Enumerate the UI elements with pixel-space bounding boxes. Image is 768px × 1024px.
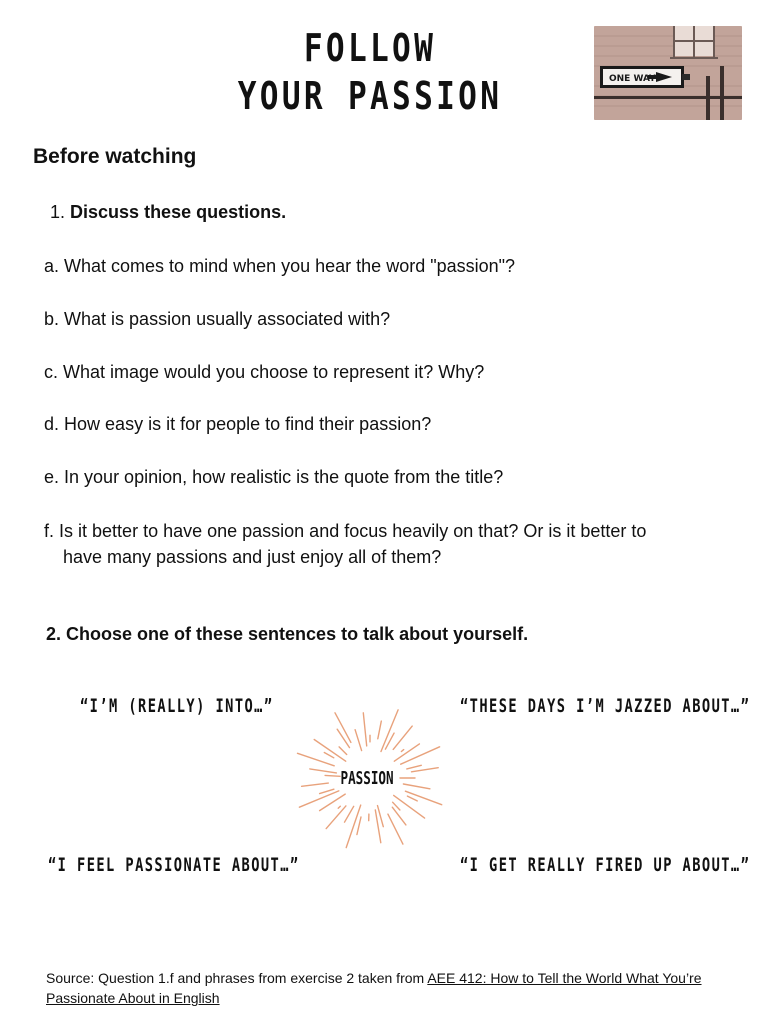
starburst-ray — [378, 721, 382, 739]
starburst-ray — [378, 806, 384, 827]
starburst-ray — [320, 789, 334, 793]
starburst-ray — [363, 713, 366, 746]
starburst-ray — [381, 710, 398, 752]
source-prefix: Source: Question 1.f and phrases from exercise 2 taken from — [46, 970, 428, 986]
starburst-ray — [401, 747, 440, 764]
question-a — [44, 253, 744, 279]
question-label: f. — [44, 521, 55, 541]
question-text: In your opinion, how realistic is the quote from the title? — [64, 467, 504, 487]
task-2-heading: 2. Choose one of these sentences to talk about yourself. — [46, 624, 529, 644]
starburst-ray — [407, 765, 422, 769]
starburst-ray — [403, 784, 430, 789]
starburst-ray — [314, 740, 346, 762]
phrase-fired-up-about: “I GET REALLY FIRED UP ABOUT…” — [460, 854, 751, 876]
question-label: a. — [44, 256, 60, 276]
starburst-ray — [355, 730, 362, 751]
one-way-sign-photo — [594, 26, 742, 120]
question-text: What comes to mind when you hear the word "passion"? — [64, 256, 516, 276]
section-heading-before-watching: Before watching — [33, 145, 197, 168]
starburst-ray — [393, 726, 412, 749]
question-text: What image would you choose to represent it? Why? — [63, 362, 485, 382]
starburst-ray — [407, 796, 417, 801]
starburst-ray — [357, 817, 361, 835]
starburst-ray — [339, 747, 347, 755]
question-label: e. — [44, 467, 60, 487]
question-text: Is it better to have one passion and focus heavily on that? Or is it better to — [59, 521, 647, 541]
source-note — [46, 968, 746, 1008]
page-title-line-1: FOLLOW — [303, 26, 437, 70]
question-label: b. — [44, 309, 60, 329]
starburst-ray — [324, 753, 334, 758]
source-link[interactable]: AEE 412: How to Tell the World What You’re Passionate About in English — [46, 970, 702, 1006]
starburst-ray — [302, 783, 329, 786]
starburst-ray — [401, 750, 403, 752]
starburst-ray — [412, 768, 439, 772]
question-text: How easy is it for people to find their passion? — [64, 414, 432, 434]
task-1-text: Discuss these questions. — [70, 202, 287, 222]
starburst-ray — [310, 769, 337, 773]
starburst-ray — [394, 744, 419, 761]
task-1-heading — [50, 202, 286, 223]
task-1-number: 1. — [50, 202, 66, 222]
question-e — [44, 464, 744, 490]
starburst-ray — [385, 733, 394, 749]
starburst-ray — [325, 775, 340, 776]
phrase-passionate-about: “I FEEL PASSIONATE ABOUT…” — [48, 854, 300, 876]
sign-text: ONE WAY — [609, 74, 656, 84]
page-title-line-2: YOUR PASSION — [237, 74, 503, 118]
question-label: c. — [44, 362, 59, 382]
question-b — [44, 306, 744, 332]
passion-center-label: PASSION — [340, 768, 394, 789]
phrase-really-into: “I’M (REALLY) INTO…” — [80, 695, 274, 717]
question-f — [44, 518, 744, 570]
question-c — [44, 359, 744, 385]
starburst-ray — [338, 806, 340, 808]
question-label: d. — [44, 414, 60, 434]
question-d — [44, 411, 744, 437]
question-text-continued: have many passions and just enjoy all of them? — [63, 547, 442, 567]
starburst-ray — [345, 806, 354, 822]
question-text: What is passion usually associated with? — [64, 309, 391, 329]
starburst-ray — [326, 806, 346, 829]
starburst-ray — [337, 729, 349, 747]
phrase-jazzed-about: “THESE DAYS I’M JAZZED ABOUT…” — [460, 695, 751, 717]
